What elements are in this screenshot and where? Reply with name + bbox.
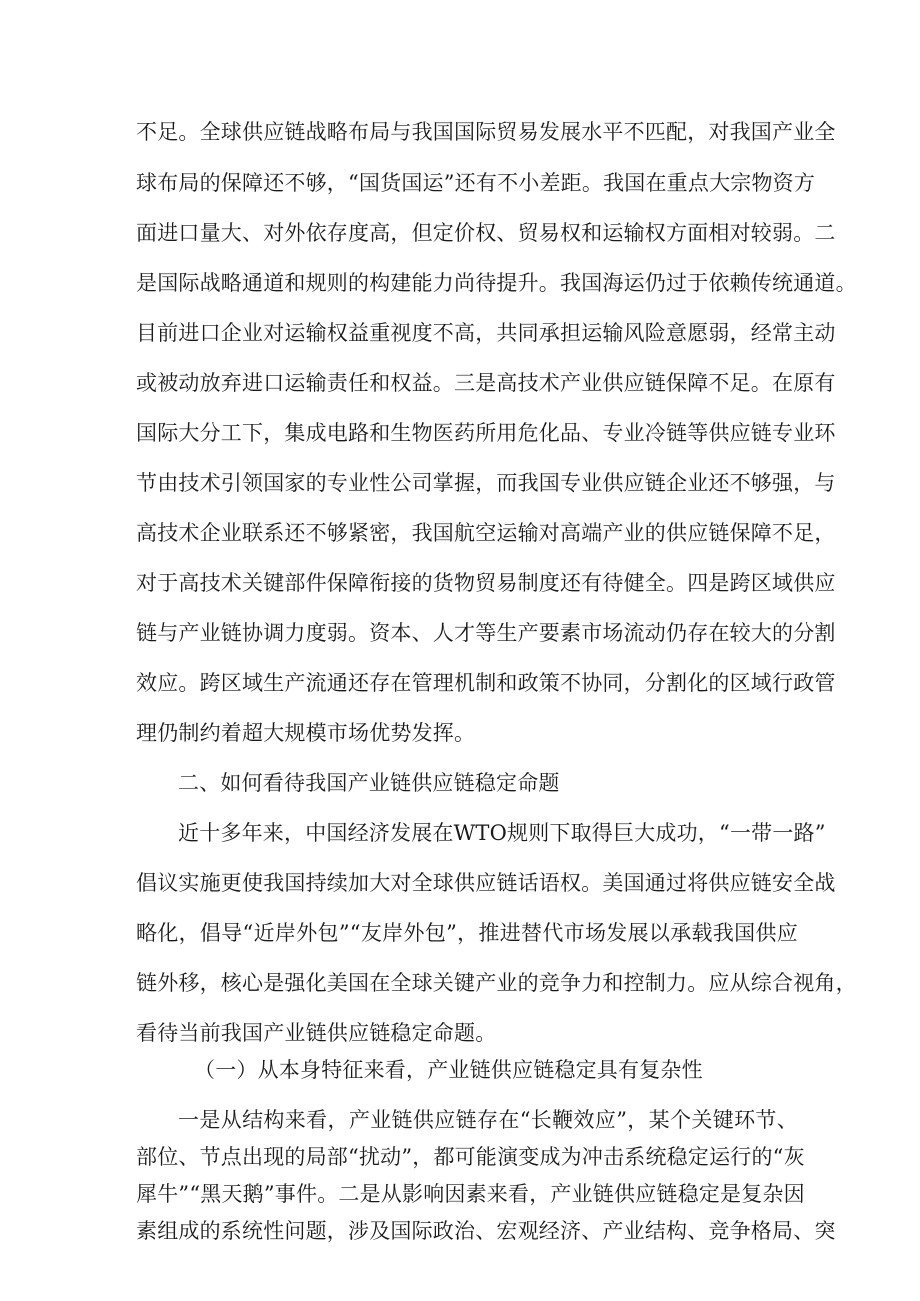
section-heading: 二、如何看待我国产业链供应链稳定命题 xyxy=(178,771,560,795)
text-line: 近十多年来，中国经济发展在WTO规则下取得巨大成功，“一带一路” xyxy=(178,821,826,845)
text-line: 链与产业链协调力度弱。资本、人才等生产要素市场流动仍存在较大的分割 xyxy=(136,621,836,645)
text-line: 看待当前我国产业链供应链稳定命题。 xyxy=(136,1021,497,1045)
text-line: 国际大分工下，集成电路和生物医药所用危化品、专业冷链等供应链专业环 xyxy=(136,421,836,445)
text-line: 球布局的保障还不够，“国货国运”还有不小差距。我国在重点大宗物资方 xyxy=(136,171,816,195)
subsection-heading: （一）从本身特征来看，产业链供应链稳定具有复杂性 xyxy=(194,1058,703,1082)
text-line: 高技术企业联系还不够紧密，我国航空运输对高端产业的供应链保障不足， xyxy=(136,521,836,545)
text-line: 倡议实施更使我国持续加大对全球供应链话语权。美国通过将供应链安全战 xyxy=(136,871,836,895)
text-line: 理仍制约着超大规模市场优势发挥。 xyxy=(136,721,476,745)
text-line: 目前进口企业对运输权益重视度不高，共同承担运输风险意愿弱，经常主动 xyxy=(136,321,836,345)
text-line: 对于高技术关键部件保障衔接的货物贸易制度还有待健全。四是跨区域供应 xyxy=(136,571,836,595)
text-line: 一是从结构来看，产业链供应链存在“长鞭效应”，某个关键环节、 xyxy=(178,1108,798,1132)
text-line: 犀牛”“黑天鹅”事件。二是从影响因素来看，产业链供应链稳定是复杂因 xyxy=(136,1182,805,1206)
text-line: 部位、节点出现的局部“扰动”，都可能演变成为冲击系统稳定运行的“灰 xyxy=(136,1145,805,1169)
text-line: 不足。全球供应链战略布局与我国国际贸易发展水平不匹配，对我国产业全 xyxy=(136,120,836,144)
text-line: 链外移，核心是强化美国在全球关键产业的竞争力和控制力。应从综合视角， xyxy=(136,971,857,995)
text-line: 面进口量大、对外依存度高，但定价权、贸易权和运输权方面相对较弱。二 xyxy=(136,221,836,245)
text-line: 素组成的系统性问题，涉及国际政治、宏观经济、产业结构、竞争格局、突 xyxy=(136,1219,836,1243)
text-line: 节由技术引领国家的专业性公司掌握，而我国专业供应链企业还不够强，与 xyxy=(136,471,836,495)
text-line: 略化，倡导“近岸外包”“友岸外包”，推进替代市场发展以承载我国供应 xyxy=(136,921,798,945)
text-line: 效应。跨区域生产流通还存在管理机制和政策不协同，分割化的区域行政管 xyxy=(136,671,836,695)
text-line: 或被动放弃进口运输责任和权益。三是高技术产业供应链保障不足。在原有 xyxy=(136,371,836,395)
text-line: 是国际战略通道和规则的构建能力尚待提升。我国海运仍过于依赖传统通道。 xyxy=(136,271,857,295)
